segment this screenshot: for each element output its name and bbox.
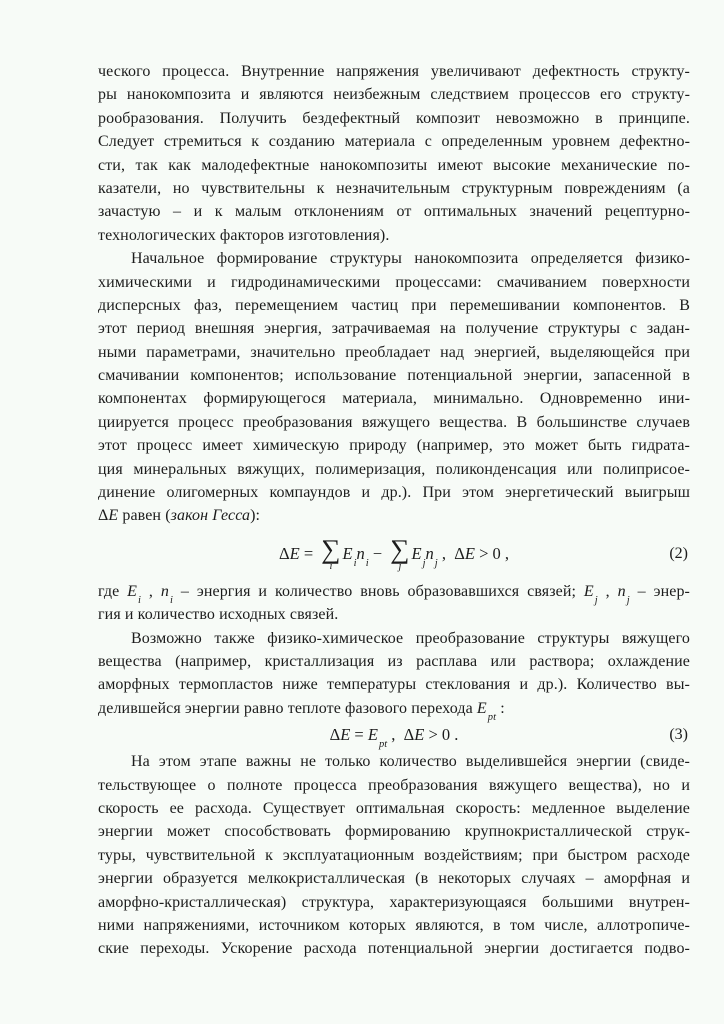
text-line: сти, так как малодефектные нанокомпозиты имеют высокие механические по- [98,156,690,174]
text-line: компонентах формирующегося материала, минимально. Одновременно ини- [98,390,690,408]
paragraph [98,60,690,247]
text-line: туры, чувствительной к эксплуатационным воздействиям; при быстром расходе [98,846,690,864]
paragraph [98,627,690,721]
equation-number: (3) [669,726,688,744]
text-line: ция минеральных вяжущих, полимеризация, поликонденсация или полиприсое- [98,460,690,478]
text-line: делившейся энергии равно теплоте фазового перехода $E_{pt}$ : [98,699,505,723]
paragraph [98,580,690,627]
text-line: На этом этапе важны не только количество выделившейся энергии (свиде- [131,753,690,771]
text-line: гия и количество исходных связей. [98,606,339,624]
text-line: Следует стремиться к созданию материала с определенным уровнем дефектно- [98,133,690,151]
text-line: дисперсных фаз, перемещением частиц при перемешивании компонентов. В [98,296,690,314]
text-line: вещества (например, кристаллизация из расплава или раствора; охлаждение [98,652,690,670]
text-line: химическими и гидродинамическими процессами: смачиванием поверхности [98,273,690,291]
paragraph [98,247,690,528]
text-line: ΔE равен (закон Гесса): [98,507,261,525]
text-line: Начальное формирование структуры нанокомпозита определяется физико- [131,250,690,268]
text-line: Возможно также физико-химическое преобразование структуры вяжущего [131,629,690,647]
text-column [98,60,690,961]
text-line: скорость ее расхода. Существует оптимальная скорость: медленное выделение [98,799,690,817]
text-line: ными параметрами, значительно преобладает над энергией, выделяющейся при [98,343,690,361]
text-line: аморфно-кристаллическая) структура, характеризующаяся большими внутрен- [98,893,690,911]
text-line: энергии может способствовать формированию крупнокристаллической струк- [98,823,690,841]
text-line: ческого процесса. Внутренние напряжения увеличивают дефектность структу- [98,63,690,80]
equation-body: Δ E = ∑ i $E_i$ $n_i$ − ∑ j $E_j$ $n_j$ , Δ E > 0 , [279,533,509,572]
text-line: этот процесс имеет химическую природу (например, это может быть гидрата- [98,437,690,455]
text-line: этот период внешняя энергия, затрачиваемая на получение структуры с задан- [98,320,690,338]
text-line: циируется процесс преобразования вяжущего вещества. В большинстве случаев [98,413,690,431]
equation-number: (2) [669,544,688,562]
sum-operator: ∑ j [390,533,410,572]
text-line: ры нанокомпозита и являются неизбежным следствием процессов его структу- [98,86,690,104]
equation [98,720,690,750]
equation [98,528,690,580]
equation-body: Δ E = $E_{pt}$ , Δ E > 0 . [329,725,459,751]
text-line: ними напряжениями, источником которых являются, в том числе, аллотропиче- [98,916,690,934]
paragraph [98,750,690,961]
text-line: ские переходы. Ускорение расхода потенциальной энергии достигается подво- [98,940,690,958]
text-line: где $E_i$ , $n_i$ – энергия и количество вновь образовавшихся связей; $E_j$ , $n_j$ – энер- [98,582,690,606]
text-line: рообразования. Получить бездефектный композит невозможно в принципе. [98,109,690,127]
text-line: аморфных термопластов ниже температуры стеклования и др.). Количество вы- [98,676,690,694]
text-line: тельствующее о полноте процесса преобразования вяжущего вещества), но и [98,776,690,794]
text-line: казатели, но чувствительны к незначительным структурным повреждениям (а [98,179,690,197]
text-line: динение олигомерных компаундов и др.). При этом энергетический выигрыш [98,484,690,502]
text-line: смачивании компонентов; использование потенциальной энергии, запасенной в [98,367,690,385]
text-line: энергии образуется мелкокристаллическая (в некоторых случаях – аморфная и [98,870,690,888]
sum-operator: ∑ i [321,533,341,572]
text-line: зачастую – и к малым отклонениям от оптимальных значений рецептурно- [98,203,690,221]
text-line: технологических факторов изготовления). [98,226,390,244]
